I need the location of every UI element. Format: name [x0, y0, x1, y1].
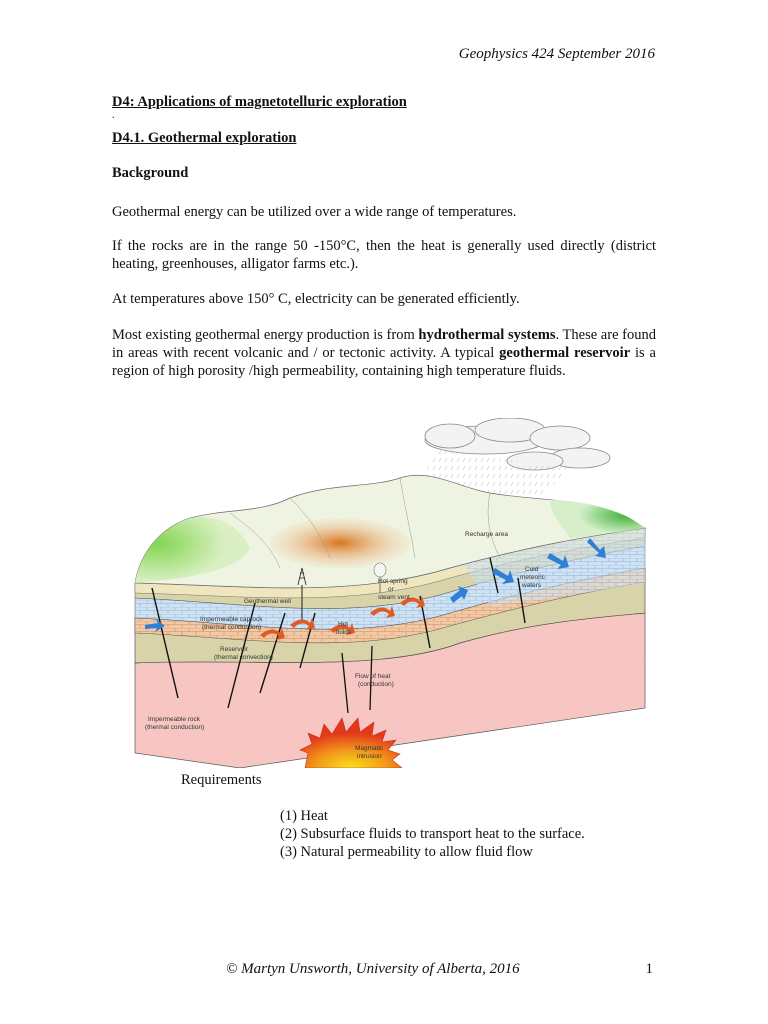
label-cold-1: Cold [525, 566, 539, 573]
page-number: 1 [645, 961, 653, 977]
label-hot-fluids-2: fluids [336, 629, 352, 636]
requirement-item: (2) Subsurface fluids to transport heat to the surface. [280, 826, 585, 842]
subsection-title: D4.1. Geothermal exploration [112, 130, 297, 146]
label-flow-of-heat-2: (conduction) [358, 681, 394, 688]
para4-text-3: is a region of high porosity /high permeability, containing high temperature fluids. [112, 345, 656, 379]
label-impermeable-rock-1: Impermeable rock [148, 716, 201, 723]
background-heading: Background [112, 165, 189, 181]
heated-zone [270, 518, 410, 568]
requirement-item: (3) Natural permeability to allow fluid flow [280, 844, 533, 860]
running-header: Geophysics 424 September 2016 [458, 46, 655, 62]
label-cold-2: meteoric [520, 574, 545, 581]
label-geothermal-well: Geothermal well [244, 598, 291, 605]
geothermal-system-diagram [130, 418, 650, 768]
label-hot-spring-2: or [388, 586, 394, 593]
label-hot-spring-3: steam vent [378, 594, 410, 601]
para4-text-1: Most existing geothermal energy production is from [112, 327, 419, 343]
label-reservoir-2: (thermal convection) [214, 654, 273, 661]
label-flow-of-heat-1: Flow of heat [355, 673, 391, 680]
label-magmatic-1: Magmatic [355, 745, 384, 752]
para4-text-2: . These are found in areas with recent volcanic and / or tectonic activity. A typical [112, 327, 656, 361]
paragraph-2: If the rocks are in the range 50 -150°C, then the heat is generally used directly (district heating, greenhouses, alligator farms etc.). [112, 238, 656, 272]
label-recharge-area: Recharge area [465, 531, 508, 538]
label-magmatic-2: intrusion [357, 753, 382, 760]
copyright-footer: © Martyn Unsworth, University of Alberta, 2016 [226, 961, 520, 977]
label-hot-spring-1: Hot spring [378, 578, 408, 585]
requirements-title: Requirements [181, 772, 262, 788]
paragraph-1: Geothermal energy can be utilized over a wide range of temperatures. [112, 204, 517, 220]
requirement-item: (1) Heat [280, 808, 328, 824]
label-caprock-1: Impermeable caprock [200, 616, 263, 623]
paragraph-3: At temperatures above 150° C, electricity can be generated efficiently. [112, 291, 520, 307]
label-reservoir-1: Reservoir [220, 646, 248, 653]
term-hydrothermal-systems: hydrothermal systems [418, 327, 556, 343]
label-impermeable-rock-2: (thermal conduction) [145, 724, 205, 731]
term-geothermal-reservoir: geothermal reservoir [499, 345, 631, 361]
label-cold-3: waters [522, 582, 542, 589]
stray-mark: . [112, 110, 115, 121]
requirements-list [280, 807, 585, 861]
section-title: D4: Applications of magnetotelluric exploration [112, 94, 407, 110]
label-hot-fluids-1: Hot [338, 621, 349, 628]
label-caprock-2: (thermal conduction) [202, 624, 262, 631]
paragraph-4 [112, 326, 656, 380]
